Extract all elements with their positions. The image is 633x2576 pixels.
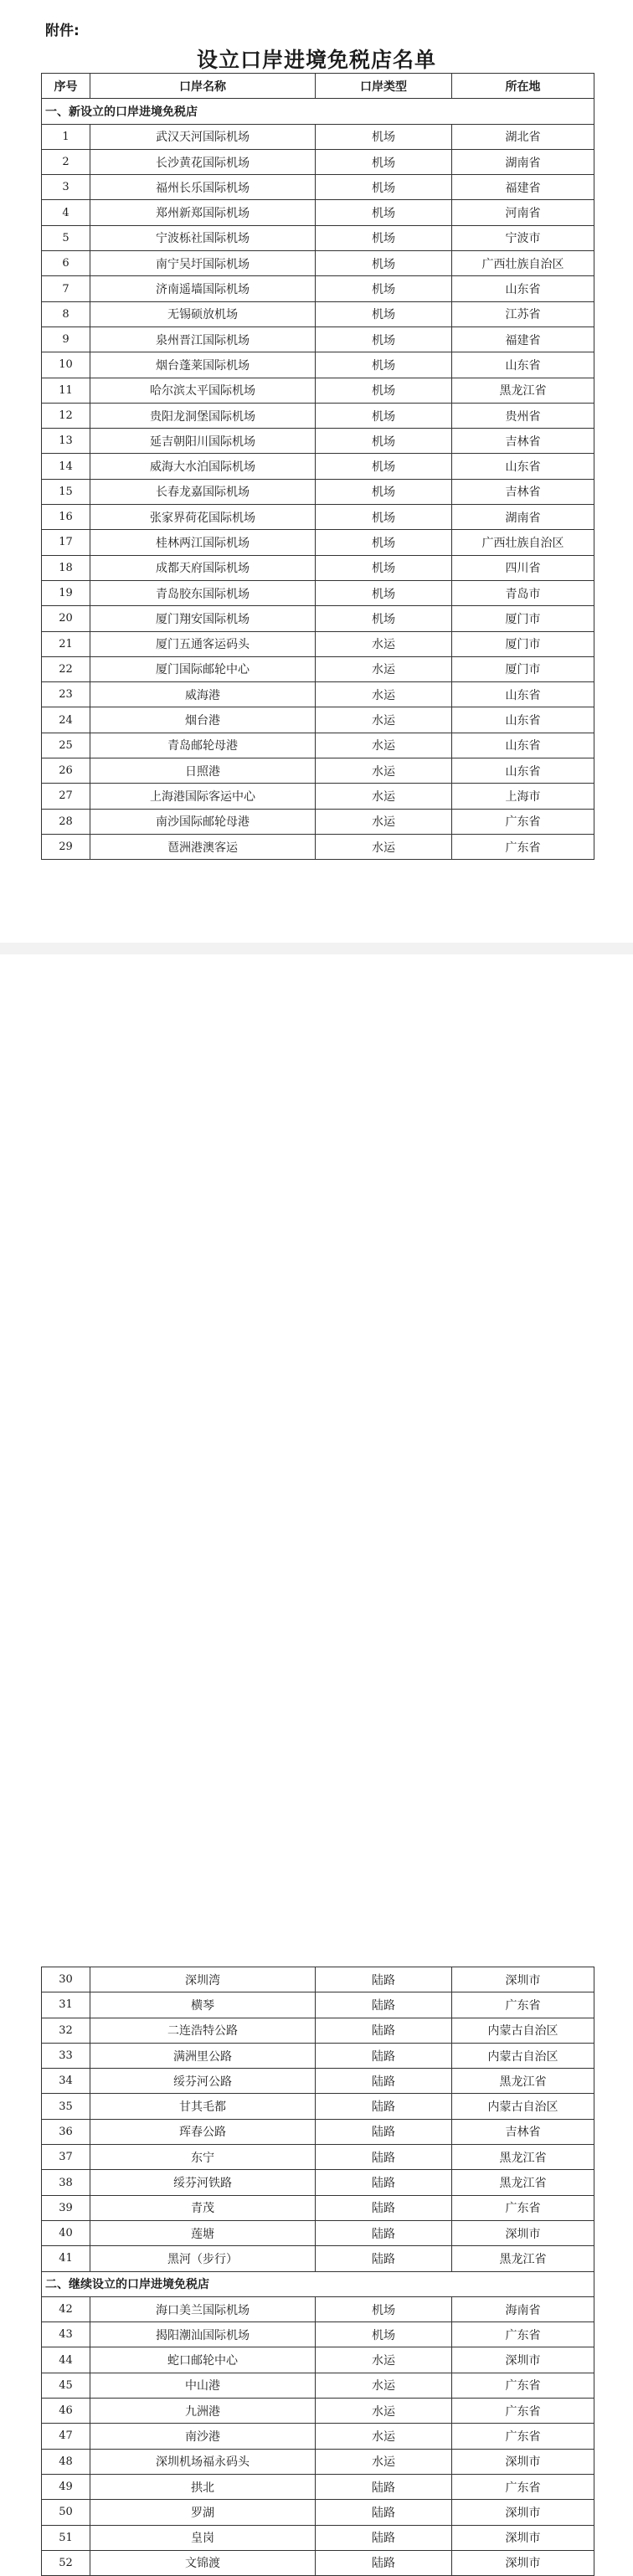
row-port-type: 机场 [316,606,452,631]
row-port-name: 绥芬河铁路 [90,2170,316,2195]
row-location: 吉林省 [452,429,594,454]
table-row [42,2449,594,2474]
row-location: 上海市 [452,784,594,809]
row-port-name: 珲春公路 [90,2119,316,2144]
row-port-type: 水运 [316,809,452,834]
table-row [42,505,594,530]
row-port-type: 机场 [316,276,452,301]
row-port-type: 机场 [316,124,452,149]
row-port-type: 机场 [316,429,452,454]
table-row [42,378,594,403]
row-port-name: 中山港 [90,2373,316,2398]
table-row [42,225,594,250]
row-port-name: 哈尔滨太平国际机场 [90,378,316,403]
table-row [42,1967,594,1992]
table-row [42,454,594,479]
row-location: 山东省 [452,454,594,479]
row-location: 深圳市 [452,2525,594,2550]
row-location: 湖南省 [452,149,594,174]
row-location: 深圳市 [452,2220,594,2245]
row-seq: 37 [42,2145,90,2170]
row-location: 山东省 [452,733,594,758]
row-location: 内蒙古自治区 [452,2043,594,2068]
row-location: 山东省 [452,707,594,733]
row-port-type: 陆路 [316,2119,452,2144]
row-seq: 14 [42,454,90,479]
section-heading: 二、继续设立的口岸进境免税店 [42,2271,594,2296]
row-location: 黑龙江省 [452,2246,594,2271]
row-seq: 18 [42,555,90,580]
row-location: 深圳市 [452,2500,594,2525]
table-row [42,2296,594,2321]
row-port-type: 水运 [316,2399,452,2424]
row-port-type: 机场 [316,149,452,174]
row-port-type: 陆路 [316,2474,452,2499]
row-port-name: 厦门国际邮轮中心 [90,656,316,681]
row-port-type: 陆路 [316,2069,452,2094]
section-row [42,99,594,124]
row-seq: 30 [42,1967,90,1992]
section-heading: 一、新设立的口岸进境免税店 [42,99,594,124]
row-port-name: 九洲港 [90,2399,316,2424]
table-row [42,2424,594,2449]
row-port-name: 青岛胶东国际机场 [90,580,316,605]
row-port-type: 机场 [316,2322,452,2347]
row-seq: 16 [42,505,90,530]
row-port-type: 水运 [316,758,452,784]
table-row [42,2550,594,2575]
row-seq: 2 [42,149,90,174]
row-seq: 15 [42,479,90,504]
table-row [42,326,594,352]
row-seq: 32 [42,2018,90,2043]
row-location: 宁波市 [452,225,594,250]
table-row [42,301,594,326]
row-port-type: 机场 [316,454,452,479]
row-seq: 17 [42,530,90,555]
row-port-name: 福州长乐国际机场 [90,175,316,200]
row-port-name: 青茂 [90,2195,316,2220]
row-port-type: 水运 [316,631,452,656]
row-port-type: 陆路 [316,1967,452,1992]
table-row [42,758,594,784]
section-row [42,2271,594,2296]
row-seq: 35 [42,2094,90,2119]
table-row [42,834,594,859]
header-location: 所在地 [452,74,594,99]
table-row [42,530,594,555]
table-body-1 [42,99,594,860]
row-location: 广东省 [452,834,594,859]
table-row [42,555,594,580]
row-location: 厦门市 [452,606,594,631]
row-port-type: 机场 [316,200,452,225]
table-row [42,707,594,733]
row-location: 山东省 [452,758,594,784]
row-seq: 6 [42,251,90,276]
table-row [42,733,594,758]
row-port-name: 南沙国际邮轮母港 [90,809,316,834]
table-row [42,2069,594,2094]
table-row [42,2119,594,2144]
port-table-part-1 [41,73,594,860]
row-seq: 33 [42,2043,90,2068]
row-location: 黑龙江省 [452,378,594,403]
table-row [42,2474,594,2499]
header-port-name: 口岸名称 [90,74,316,99]
row-port-name: 皇岗 [90,2525,316,2550]
header-seq: 序号 [42,74,90,99]
row-port-type: 陆路 [316,2170,452,2195]
table-row [42,251,594,276]
table-row [42,1992,594,2018]
row-port-type: 机场 [316,378,452,403]
row-port-name: 泉州晋江国际机场 [90,326,316,352]
row-seq: 50 [42,2500,90,2525]
row-location: 黑龙江省 [452,2145,594,2170]
row-seq: 22 [42,656,90,681]
table-row [42,682,594,707]
row-seq: 41 [42,2246,90,2271]
row-port-name: 厦门翔安国际机场 [90,606,316,631]
row-port-name: 横琴 [90,1992,316,2018]
row-location: 广西壮族自治区 [452,251,594,276]
row-port-name: 文锦渡 [90,2550,316,2575]
row-seq: 13 [42,429,90,454]
row-port-name: 贵阳龙洞堡国际机场 [90,403,316,428]
row-seq: 34 [42,2069,90,2094]
row-seq: 47 [42,2424,90,2449]
row-location: 内蒙古自治区 [452,2018,594,2043]
port-table-part-2 [41,1967,594,2576]
table-row [42,352,594,378]
row-port-type: 陆路 [316,2550,452,2575]
document-page-1 [0,0,633,943]
row-seq: 20 [42,606,90,631]
row-port-type: 陆路 [316,2246,452,2271]
row-seq: 45 [42,2373,90,2398]
table-row [42,2018,594,2043]
row-port-type: 机场 [316,403,452,428]
table-row [42,631,594,656]
row-seq: 38 [42,2170,90,2195]
row-port-name: 甘其毛都 [90,2094,316,2119]
row-port-name: 蛇口邮轮中心 [90,2347,316,2373]
table-header-row [42,74,594,99]
row-port-type: 陆路 [316,2525,452,2550]
table-row [42,2347,594,2373]
row-location: 贵州省 [452,403,594,428]
attachment-label: 附件: [45,23,80,39]
row-location: 广东省 [452,1992,594,2018]
row-location: 江苏省 [452,301,594,326]
table-row [42,809,594,834]
row-location: 黑龙江省 [452,2170,594,2195]
row-port-type: 水运 [316,2373,452,2398]
row-port-name: 烟台蓬莱国际机场 [90,352,316,378]
row-port-type: 水运 [316,2424,452,2449]
row-port-type: 陆路 [316,2043,452,2068]
row-seq: 3 [42,175,90,200]
row-port-type: 机场 [316,251,452,276]
row-location: 广东省 [452,809,594,834]
row-seq: 25 [42,733,90,758]
row-port-type: 机场 [316,326,452,352]
row-location: 河南省 [452,200,594,225]
row-port-name: 成都天府国际机场 [90,555,316,580]
row-port-type: 机场 [316,301,452,326]
row-port-name: 威海港 [90,682,316,707]
table-row [42,580,594,605]
row-port-type: 水运 [316,784,452,809]
row-location: 广西壮族自治区 [452,530,594,555]
row-port-type: 机场 [316,225,452,250]
row-seq: 28 [42,809,90,834]
row-port-type: 水运 [316,656,452,681]
row-seq: 5 [42,225,90,250]
row-location: 内蒙古自治区 [452,2094,594,2119]
table-row [42,276,594,301]
row-seq: 12 [42,403,90,428]
row-port-name: 南沙港 [90,2424,316,2449]
row-seq: 8 [42,301,90,326]
row-location: 湖北省 [452,124,594,149]
row-port-type: 陆路 [316,2094,452,2119]
row-port-name: 宁波栎社国际机场 [90,225,316,250]
row-location: 深圳市 [452,2347,594,2373]
row-seq: 26 [42,758,90,784]
row-port-name: 满洲里公路 [90,2043,316,2068]
row-port-name: 黑河（步行） [90,2246,316,2271]
row-port-type: 机场 [316,2296,452,2321]
row-location: 厦门市 [452,631,594,656]
row-port-name: 长春龙嘉国际机场 [90,479,316,504]
row-port-type: 机场 [316,530,452,555]
row-seq: 24 [42,707,90,733]
row-port-name: 桂林两江国际机场 [90,530,316,555]
table-body-2 [42,1967,594,2576]
row-port-name: 上海港国际客运中心 [90,784,316,809]
table-row [42,2525,594,2550]
row-seq: 49 [42,2474,90,2499]
row-seq: 19 [42,580,90,605]
row-port-name: 厦门五通客运码头 [90,631,316,656]
row-seq: 40 [42,2220,90,2245]
table-row [42,2246,594,2271]
row-port-name: 拱北 [90,2474,316,2499]
row-port-name: 东宁 [90,2145,316,2170]
row-location: 黑龙江省 [452,2069,594,2094]
row-port-name: 莲塘 [90,2220,316,2245]
row-port-name: 郑州新郑国际机场 [90,200,316,225]
table-row [42,200,594,225]
row-location: 福建省 [452,175,594,200]
header-port-type: 口岸类型 [316,74,452,99]
row-port-type: 陆路 [316,2145,452,2170]
row-seq: 29 [42,834,90,859]
row-port-type: 机场 [316,555,452,580]
row-seq: 52 [42,2550,90,2575]
row-seq: 51 [42,2525,90,2550]
row-port-name: 琶洲港澳客运 [90,834,316,859]
row-location: 山东省 [452,276,594,301]
row-seq: 42 [42,2296,90,2321]
row-port-name: 绥芬河公路 [90,2069,316,2094]
table-row [42,2322,594,2347]
table-row [42,403,594,428]
row-port-name: 济南遥墙国际机场 [90,276,316,301]
row-port-name: 威海大水泊国际机场 [90,454,316,479]
table-row [42,149,594,174]
table-row [42,2195,594,2220]
row-location: 广东省 [452,2424,594,2449]
row-port-name: 烟台港 [90,707,316,733]
row-location: 深圳市 [452,2449,594,2474]
row-port-name: 日照港 [90,758,316,784]
row-seq: 10 [42,352,90,378]
table-row [42,656,594,681]
row-port-name: 揭阳潮汕国际机场 [90,2322,316,2347]
row-location: 深圳市 [452,1967,594,1992]
row-port-name: 罗湖 [90,2500,316,2525]
table-row [42,2170,594,2195]
row-location: 广东省 [452,2399,594,2424]
row-location: 山东省 [452,682,594,707]
table-row [42,2373,594,2398]
row-seq: 46 [42,2399,90,2424]
row-port-name: 青岛邮轮母港 [90,733,316,758]
row-location: 广东省 [452,2373,594,2398]
row-port-type: 水运 [316,682,452,707]
row-location: 广东省 [452,2195,594,2220]
table-row [42,2399,594,2424]
row-port-type: 水运 [316,834,452,859]
table-row [42,2220,594,2245]
row-location: 厦门市 [452,656,594,681]
row-seq: 9 [42,326,90,352]
row-port-name: 南宁吴圩国际机场 [90,251,316,276]
row-port-name: 长沙黄花国际机场 [90,149,316,174]
table-row [42,784,594,809]
row-port-type: 水运 [316,707,452,733]
row-seq: 11 [42,378,90,403]
row-location: 福建省 [452,326,594,352]
row-seq: 48 [42,2449,90,2474]
row-port-name: 延吉朝阳川国际机场 [90,429,316,454]
table-row [42,606,594,631]
row-location: 吉林省 [452,479,594,504]
row-port-name: 无锡硕放机场 [90,301,316,326]
table-row [42,2145,594,2170]
row-port-type: 陆路 [316,2220,452,2245]
row-seq: 36 [42,2119,90,2144]
row-seq: 43 [42,2322,90,2347]
row-seq: 21 [42,631,90,656]
row-location: 山东省 [452,352,594,378]
table-row [42,479,594,504]
table-row [42,2500,594,2525]
row-location: 广东省 [452,2322,594,2347]
row-seq: 23 [42,682,90,707]
row-location: 深圳市 [452,2550,594,2575]
row-port-type: 机场 [316,352,452,378]
row-location: 湖南省 [452,505,594,530]
row-port-type: 机场 [316,479,452,504]
row-port-type: 陆路 [316,2500,452,2525]
row-location: 广东省 [452,2474,594,2499]
row-seq: 1 [42,124,90,149]
table-row [42,124,594,149]
row-port-type: 机场 [316,175,452,200]
row-port-name: 深圳湾 [90,1967,316,1992]
table-row [42,429,594,454]
row-port-name: 张家界荷花国际机场 [90,505,316,530]
row-location: 四川省 [452,555,594,580]
table-row [42,2094,594,2119]
row-port-type: 陆路 [316,2195,452,2220]
row-port-name: 海口美兰国际机场 [90,2296,316,2321]
row-location: 青岛市 [452,580,594,605]
row-port-type: 水运 [316,2449,452,2474]
row-seq: 4 [42,200,90,225]
document-page-2 [0,954,633,2571]
row-port-type: 水运 [316,2347,452,2373]
row-seq: 31 [42,1992,90,2018]
row-location: 吉林省 [452,2119,594,2144]
row-seq: 7 [42,276,90,301]
page-gap [0,943,633,954]
row-port-type: 机场 [316,505,452,530]
row-port-name: 深圳机场福永码头 [90,2449,316,2474]
table-row [42,175,594,200]
row-port-name: 武汉天河国际机场 [90,124,316,149]
row-port-type: 水运 [316,733,452,758]
row-location: 海南省 [452,2296,594,2321]
document-title: 设立口岸进境免税店名单 [196,48,436,72]
row-seq: 27 [42,784,90,809]
row-port-type: 陆路 [316,1992,452,2018]
table-row [42,2043,594,2068]
row-port-name: 二连浩特公路 [90,2018,316,2043]
row-seq: 39 [42,2195,90,2220]
row-port-type: 陆路 [316,2018,452,2043]
row-port-type: 机场 [316,580,452,605]
row-seq: 44 [42,2347,90,2373]
